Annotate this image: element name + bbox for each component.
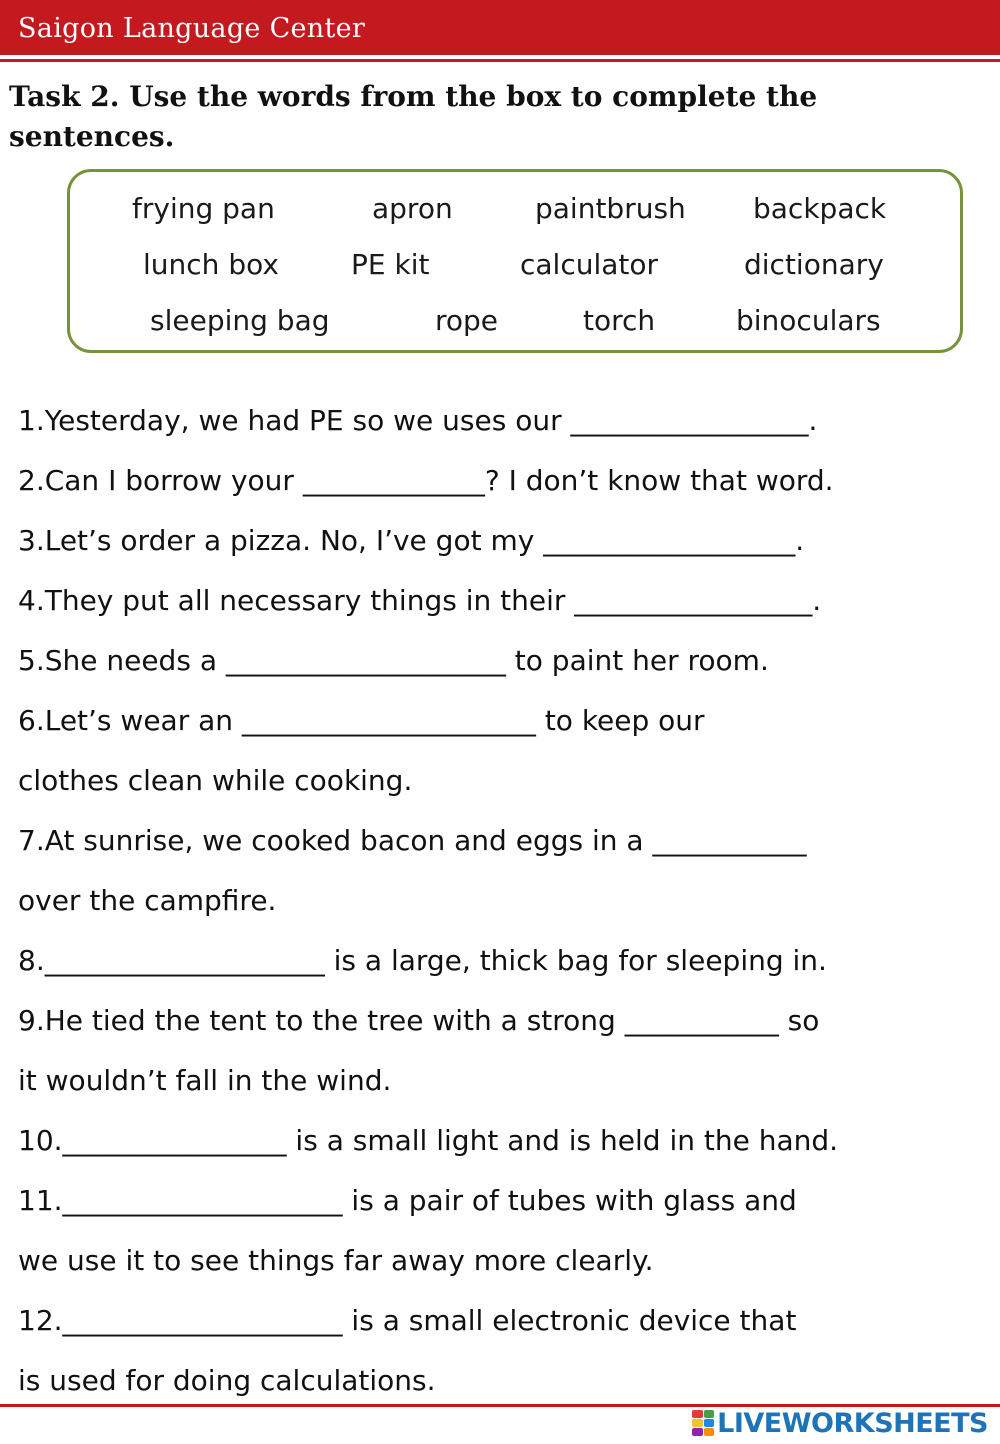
word-bank-item: rope [435,304,499,337]
word-bank-item: torch [583,304,656,337]
word-bank-item: lunch box [143,248,279,281]
task-heading: Task 2. Use the words from the box to complete the sentences. [9,80,818,153]
sentence-line: 5.She needs a ____________________ to paint her room. [18,644,769,677]
sentence-line: 9.He tied the tent to the tree with a strong ___________ so [18,1004,820,1037]
word-bank-item: calculator [520,248,659,281]
word-bank-item: frying pan [132,192,275,225]
sentence-line: is used for doing calculations. [18,1364,436,1397]
sentence-line: 10.________________ is a small light and is held in the hand. [18,1124,839,1157]
sentence-line: 1.Yesterday, we had PE so we uses our _________________. [18,404,818,437]
word-bank-item: sleeping bag [150,304,330,337]
sentence-line: 4.They put all necessary things in their _________________. [18,584,822,617]
sentence-line: 7.At sunrise, we cooked bacon and eggs in a ___________ [18,824,807,857]
sentence-line: we use it to see things far away more clearly. [18,1244,654,1277]
header-divider [0,59,1000,62]
word-bank-item: binoculars [736,304,881,337]
word-bank-item: apron [372,192,453,225]
brand-text: LIVEWORKSHEETS [717,1407,988,1439]
word-bank-item: backpack [753,192,887,225]
sentence-line: 8.____________________ is a large, thick bag for sleeping in. [18,944,827,977]
sentence-line: it wouldn’t fall in the wind. [18,1064,392,1097]
liveworksheets-logo-icon [692,1410,714,1436]
word-bank-item: PE kit [351,248,430,281]
sentence-line: clothes clean while cooking. [18,764,413,797]
sentence-line: 11.____________________ is a pair of tubes with glass and [18,1184,797,1217]
sentence-line: over the campfire. [18,884,277,917]
header-title: Saigon Language Center [18,13,366,44]
word-bank-item: dictionary [744,248,884,281]
word-bank-item: paintbrush [535,192,686,225]
sentence-line: 3.Let’s order a pizza. No, I’ve got my __________________. [18,524,805,557]
sentence-line: 2.Can I borrow your _____________? I don’t know that word. [18,464,834,497]
liveworksheets-brand[interactable] [692,1405,988,1441]
sentence-line: 6.Let’s wear an _____________________ to keep our [18,704,705,737]
sentence-line: 12.____________________ is a small electronic device that [18,1304,797,1337]
